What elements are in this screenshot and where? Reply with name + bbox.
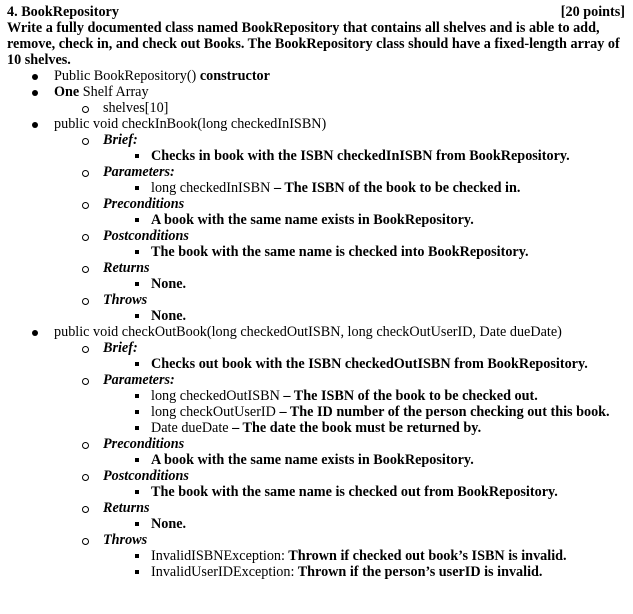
square-bullet-icon xyxy=(135,148,139,164)
bullet-icon xyxy=(32,324,38,340)
square-bullet-icon xyxy=(135,388,139,404)
shelf-text: Shelf Array xyxy=(79,84,149,100)
question-intro: Write a fully documented class named BookRepository that contains all shelves and is able to add, remove, check in, and check out Books. The BookRepository class should have a fixed-length array of 10 shelves. xyxy=(7,20,620,68)
list-item-checkin-method xyxy=(7,116,627,132)
checkin-post-label: Postconditions xyxy=(7,228,627,244)
checkout-brief: Checks out book with the ISBN checkedOutISBN from BookRepository. xyxy=(7,356,627,372)
checkin-pre: A book with the same name exists in BookRepository. xyxy=(7,212,627,228)
circle-bullet-icon xyxy=(82,500,89,516)
square-bullet-icon xyxy=(135,564,139,580)
shelves-field: shelves[10] xyxy=(103,100,169,116)
checkin-signature: public void checkInBook(long checkedInISBN) xyxy=(54,116,327,132)
bullet-icon xyxy=(32,84,38,100)
bullet-icon xyxy=(32,116,38,132)
checkout-throws: InvalidUserIDException: Thrown if the person’s userID is invalid. xyxy=(7,564,627,580)
checkin-throws-label: Throws xyxy=(7,292,627,308)
checkout-throws: InvalidISBNException: Thrown if checked out book’s ISBN is invalid. xyxy=(7,548,627,564)
shelf-count: One xyxy=(54,84,80,100)
list-item-checkout-method xyxy=(7,324,627,340)
constructor-keyword: constructor xyxy=(199,68,270,84)
square-bullet-icon xyxy=(135,404,139,420)
bullet-icon xyxy=(32,68,38,84)
checkout-brief-label: Brief: xyxy=(7,340,627,356)
square-bullet-icon xyxy=(135,276,139,292)
square-bullet-icon xyxy=(135,548,139,564)
circle-bullet-icon xyxy=(82,340,89,356)
checkout-params-label: Parameters: xyxy=(7,372,627,388)
checkout-pre: A book with the same name exists in BookRepository. xyxy=(7,452,627,468)
circle-bullet-icon xyxy=(82,260,89,276)
checkout-pre-label: Preconditions xyxy=(7,436,627,452)
circle-bullet-icon xyxy=(82,196,89,212)
checkout-throws-label: Throws xyxy=(7,532,627,548)
checkin-brief-label: Brief: xyxy=(7,132,627,148)
checkout-param: long checkOutUserID – The ID number of the person checking out this book. xyxy=(7,404,627,420)
list-item-constructor xyxy=(7,68,627,84)
checkout-post: The book with the same name is checked out from BookRepository. xyxy=(7,484,627,500)
checkout-param: Date dueDate – The date the book must be returned by. xyxy=(7,420,627,436)
question-header xyxy=(7,4,627,20)
checkout-param: long checkedOutISBN – The ISBN of the book to be checked out. xyxy=(7,388,627,404)
square-bullet-icon xyxy=(135,308,139,324)
square-bullet-icon xyxy=(135,420,139,436)
question-title: 4. BookRepository xyxy=(7,4,119,20)
constructor-text: Public BookRepository() xyxy=(54,68,200,84)
circle-bullet-icon xyxy=(82,100,89,116)
square-bullet-icon xyxy=(135,180,139,196)
checkout-returns-label: Returns xyxy=(7,500,627,516)
checkout-signature: public void checkOutBook(long checkedOutISBN, long checkOutUserID, Date dueDate) xyxy=(54,324,562,340)
checkin-details xyxy=(7,132,627,324)
checkout-details xyxy=(7,340,627,580)
circle-bullet-icon xyxy=(82,372,89,388)
circle-bullet-icon xyxy=(82,468,89,484)
checkout-post-label: Postconditions xyxy=(7,468,627,484)
square-bullet-icon xyxy=(135,484,139,500)
question-points: [20 points] xyxy=(560,4,625,20)
circle-bullet-icon xyxy=(82,164,89,180)
checkin-returns-label: Returns xyxy=(7,260,627,276)
list-item-shelf-array xyxy=(7,84,627,100)
checkin-post: The book with the same name is checked into BookRepository. xyxy=(7,244,627,260)
square-bullet-icon xyxy=(135,244,139,260)
checkin-brief: Checks in book with the ISBN checkedInISBN from BookRepository. xyxy=(7,148,627,164)
checkin-returns: None. xyxy=(7,276,627,292)
circle-bullet-icon xyxy=(82,132,89,148)
circle-bullet-icon xyxy=(82,532,89,548)
checkin-param: long checkedInISBN – The ISBN of the book to be checked in. xyxy=(7,180,627,196)
checkin-throws: None. xyxy=(7,308,627,324)
square-bullet-icon xyxy=(135,452,139,468)
checkin-params-label: Parameters: xyxy=(7,164,627,180)
checkout-returns: None. xyxy=(7,516,627,532)
checkin-pre-label: Preconditions xyxy=(7,196,627,212)
square-bullet-icon xyxy=(135,516,139,532)
shelf-sublist-wrap xyxy=(7,100,627,116)
square-bullet-icon xyxy=(135,212,139,228)
circle-bullet-icon xyxy=(82,292,89,308)
list-item-shelves xyxy=(7,100,627,116)
requirements-list xyxy=(7,68,627,580)
square-bullet-icon xyxy=(135,356,139,372)
circle-bullet-icon xyxy=(82,436,89,452)
circle-bullet-icon xyxy=(82,228,89,244)
